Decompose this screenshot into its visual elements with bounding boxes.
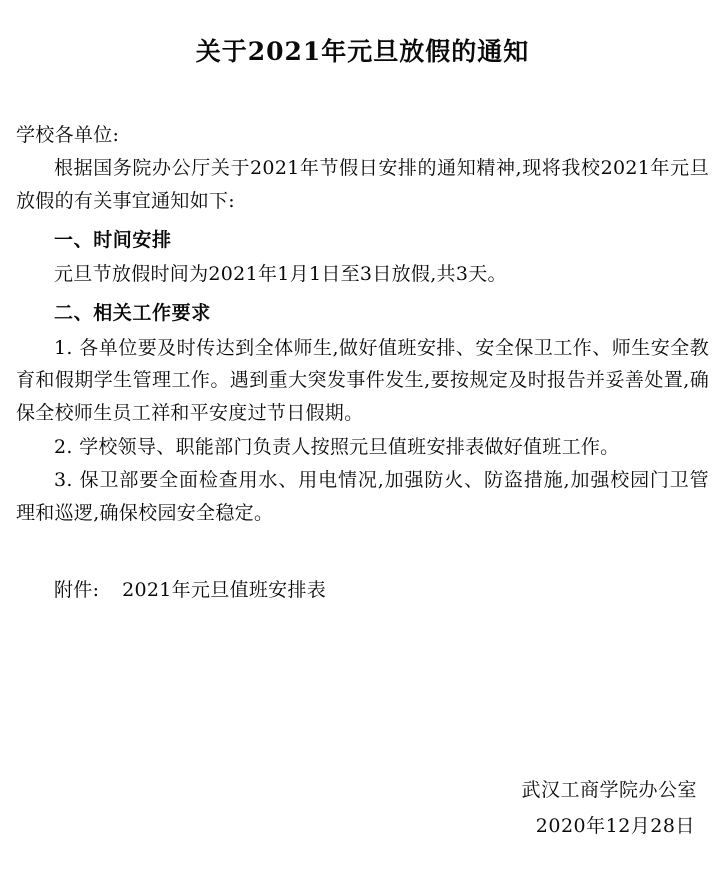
section-1-paragraph-1: 元旦节放假时间为2021年1月1日至3日放假,共3天。: [54, 263, 507, 286]
document-body: [16, 119, 709, 607]
document-page: [0, 36, 725, 878]
section-2-paragraph-3: 3. 保卫部要全面检查用水、用电情况,加强防火、防盗措施,加强校园门卫管理和巡逻,确保校园安全稳定。: [16, 469, 709, 524]
issue-date: 2020年12月28日: [535, 814, 695, 837]
signature-block: [521, 772, 697, 844]
attachment-name: 2021年元旦值班安排表: [122, 578, 327, 601]
issuer-name: 武汉工商学院办公室: [521, 778, 697, 801]
attachment-line: [16, 574, 709, 607]
intro-paragraph: 根据国务院办公厅关于2021年节假日安排的通知精神,现将我校2021年元旦放假的有关事宜通知如下:: [16, 157, 709, 212]
page-title: 关于2021年元旦放假的通知: [195, 37, 530, 66]
section-2-paragraph-1: 1. 各单位要及时传达到全体师生,做好值班安排、安全保卫工作、师生安全教育和假期学生管理工作。遇到重大突发事件发生,要按规定及时报告并妥善处置,确保全校师生员工祥和平安度过节日假期。: [16, 336, 709, 424]
attachment-label: 附件:: [54, 578, 100, 601]
section-2-paragraph-2: 2. 学校领导、职能部门负责人按照元旦值班安排表做好值班工作。: [54, 435, 620, 458]
section-heading-1: 一、时间安排: [54, 228, 172, 251]
salutation: 学校各单位:: [16, 123, 120, 146]
section-heading-2: 二、相关工作要求: [54, 301, 211, 324]
